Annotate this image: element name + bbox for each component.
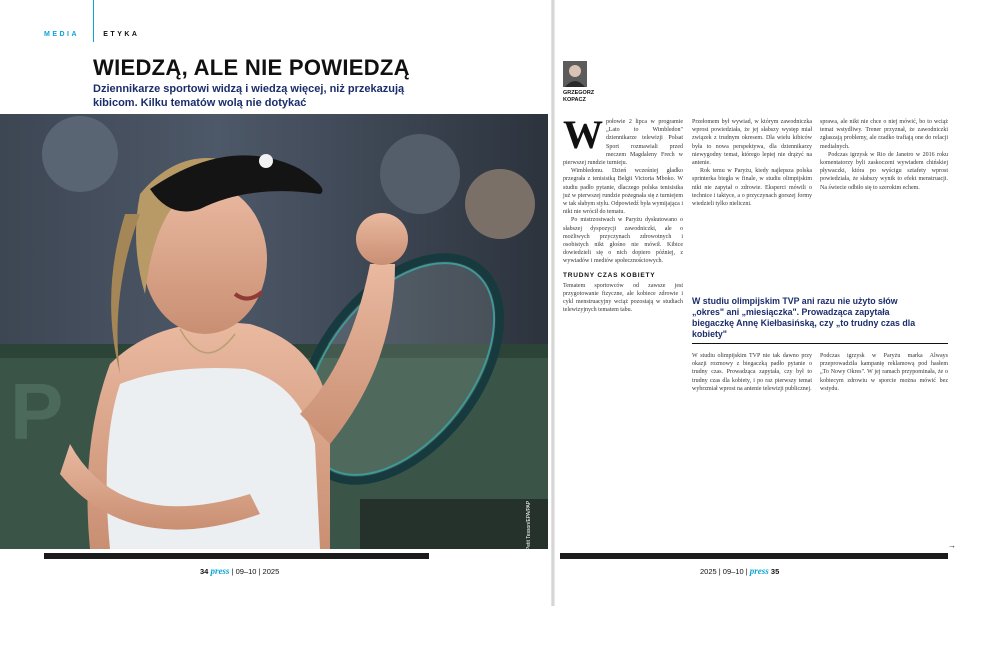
drop-cap: W xyxy=(563,112,603,157)
body-paragraph: Wimbledonu. Dzień wcześniej gładko przegrała z tenisistką Belgii Victoria Mboko. W studiu padło pytanie, dlaczego polska tenisistka już w pierwszej rundzie pożegnała się z turniejem w tak słabym stylu. Odpowiedź była wymijająca i nikt nie wrócił do tematu. xyxy=(563,168,683,216)
brand-logo-right: press xyxy=(749,566,769,576)
body-paragraph: Podczas igrzysk w Paryżu marka Always przeprowadziła kampanię reklamową pod hasłem „To Nowy Okres". W jej ramach przypominała, że o kobiecym zdrowiu w sporcie można mówić bez wstydu. xyxy=(820,353,948,392)
brand-logo-left: press xyxy=(210,566,230,576)
page-number-left: 34 xyxy=(200,567,209,576)
section-subcategory: ETYKA xyxy=(103,31,140,38)
body-paragraph: Podczas igrzysk w Rio de Janeiro w 2016 roku komentatorzy byli zaskoczeni wywiadem chińskiej pływaczki, która po wyścigu sztafety wprost powiedziała, że słabszy wynik to efekt menstruacji. Na świecie odbiło się to szerokim echem. xyxy=(820,151,948,191)
body-column-3-bottom xyxy=(820,352,948,548)
article-headline: WIEDZĄ, ALE NIE POWIEDZĄ xyxy=(93,55,410,80)
continue-arrow-icon: → xyxy=(948,541,956,550)
body-paragraph: Rok temu w Paryżu, kiedy najlepsza polska sprinterka biegła w finale, w studiu olimpijskim nikt nie zapytał o zdrowie. Eksperci mówili o technice i taktyce, a o przyczynach gorszej formy wiedzieli tylko nieliczni. xyxy=(692,168,812,208)
pull-quote-rule xyxy=(692,343,948,344)
page-number-right: 35 xyxy=(770,567,780,576)
body-paragraph: Po mistrzostwach w Paryżu dyskutowano o słabszej dyspozycji zawodniczki, ale o możliwych przyczynach zdrowotnych i osobistych nikt głośno nie mówił. Kibice dowiedzieli się o nich dopiero później, z wywiadów i mediów społecznościowych. xyxy=(563,217,683,265)
author-byline xyxy=(563,90,594,104)
section-category: MEDIA xyxy=(44,31,79,38)
folio-right xyxy=(700,566,779,576)
footer-bar-right xyxy=(560,553,948,559)
author-avatar xyxy=(563,61,587,87)
section-label xyxy=(44,31,139,38)
page-gutter xyxy=(551,0,555,606)
body-paragraph: połowie 2 lipca w programie „Lato to Wimbledon" dziennikarze telewizji Polsat Sport rozmawiali przed meczem Magdaleny Frech w pierwszej rundzie turnieju. xyxy=(563,119,683,167)
issue-date-left: | 09–10 | 2025 xyxy=(231,567,280,576)
body-paragraph: sprawa, ale nikt nie chce o niej mówić, bo to wciąż temat wstydliwy. Trener przyznał, że zawodniczki zgłaszają problemy, ale rzadko trafiają one do relacji medialnych. xyxy=(820,119,948,150)
svg-text:P: P xyxy=(10,367,64,456)
author-last-name: KOPACZ xyxy=(563,97,586,103)
issue-date-right: 2025 | 09–10 | xyxy=(700,567,748,576)
article-deck: Dziennikarze sportowi widzą i wiedzą więcej, niż przekazują kibicom. Kilku tematów wolą nie dotykać xyxy=(93,83,405,109)
body-paragraph: W studiu olimpijskim TVP nie tak dawno przy okazji rozmowy z biegaczką padło pytanie o trudny czas. Prowadząca zapytała, czy był to trudny czas dla kobiety, i po raz pierwszy temat wybrzmiał wprost na antenie telewizji publicznej. xyxy=(692,353,812,392)
body-paragraph: Tematem sportowców od zawsze jest przygotowanie fizyczne, ale kobiece zdrowie i cykl menstruacyjny wciąż pozostają w studiach telewizyjnych tematem tabu. xyxy=(563,282,683,314)
author-first-name: GRZEGORZ xyxy=(563,90,595,96)
body-paragraph: Przełomem był wywiad, w którym zawodniczka wprost powiedziała, że jej słabszy występ miał związek z trudnym okresem. Dla wielu kibiców była to nowa perspektywa, dla dziennikarzy niewygodny temat, którego lepiej nie drążyć na antenie. xyxy=(692,119,812,167)
folio-left xyxy=(200,566,279,576)
subheading: TRUDNY CZAS KOBIETY xyxy=(563,271,656,279)
photo-caption: MAGDALENA FRECH na pomeczowej konferencji wprost powiedziała, co było przyczyną jej niedyspozycji w pierwszej rundzie Wimbledonu xyxy=(366,619,430,667)
body-column-2-bottom xyxy=(692,352,812,548)
footer-bar-left xyxy=(44,553,429,559)
photo-credit: fot. Christophe Petit Tesson/EPA/PAP xyxy=(526,500,532,584)
pull-quote: W studiu olimpijskim TVP ani razu nie użyto słów „okres" ani „miesiączka". Prowadząca zapytała biegaczkę Annę Kiełbasińską, czy „to trudny czas dla kobiety" xyxy=(692,296,916,339)
body-column-1 xyxy=(563,112,683,548)
body-column-2-top xyxy=(692,118,812,288)
body-column-3-top xyxy=(820,118,948,288)
